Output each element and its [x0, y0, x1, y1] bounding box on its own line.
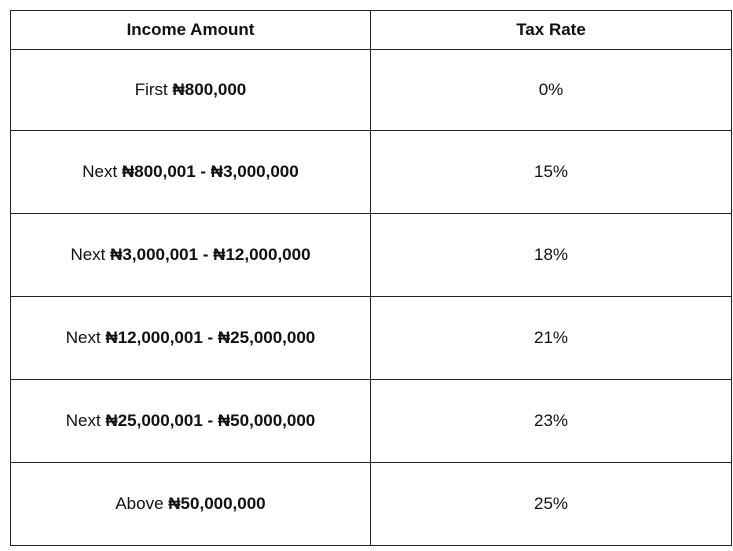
income-amount-cell — [11, 131, 371, 214]
tax-rate-cell: 0% — [371, 50, 732, 131]
income-amount-header: Income Amount — [11, 11, 371, 50]
income-prefix: Next — [70, 245, 106, 264]
income-amount: ₦12,000,001 - ₦25,000,000 — [105, 328, 316, 347]
income-amount-cell — [11, 463, 371, 546]
income-amount: ₦25,000,001 - ₦50,000,000 — [105, 411, 316, 430]
income-prefix: Next — [65, 411, 101, 430]
table-row — [11, 463, 732, 546]
tax-rate-header: Tax Rate — [371, 11, 732, 50]
income-amount-cell — [11, 50, 371, 131]
income-amount: ₦3,000,001 - ₦12,000,000 — [110, 245, 311, 264]
tax-rate-cell: 21% — [371, 297, 732, 380]
income-amount-cell — [11, 297, 371, 380]
income-prefix: Above — [115, 494, 164, 513]
income-amount: ₦800,000 — [172, 80, 247, 99]
income-amount: ₦800,001 - ₦3,000,000 — [121, 162, 299, 181]
income-prefix: First — [134, 80, 168, 99]
table-row — [11, 131, 732, 214]
tax-rate-cell: 25% — [371, 463, 732, 546]
table-header-row — [11, 11, 732, 50]
income-amount: ₦50,000,000 — [168, 494, 266, 513]
tax-rate-cell: 15% — [371, 131, 732, 214]
table-row — [11, 50, 732, 131]
income-prefix: Next — [65, 328, 101, 347]
table-row — [11, 214, 732, 297]
income-amount-cell — [11, 214, 371, 297]
tax-bracket-table — [10, 10, 732, 546]
income-prefix: Next — [82, 162, 118, 181]
table-row — [11, 297, 732, 380]
tax-rate-cell: 18% — [371, 214, 732, 297]
table-row — [11, 380, 732, 463]
income-amount-cell — [11, 380, 371, 463]
tax-rate-cell: 23% — [371, 380, 732, 463]
